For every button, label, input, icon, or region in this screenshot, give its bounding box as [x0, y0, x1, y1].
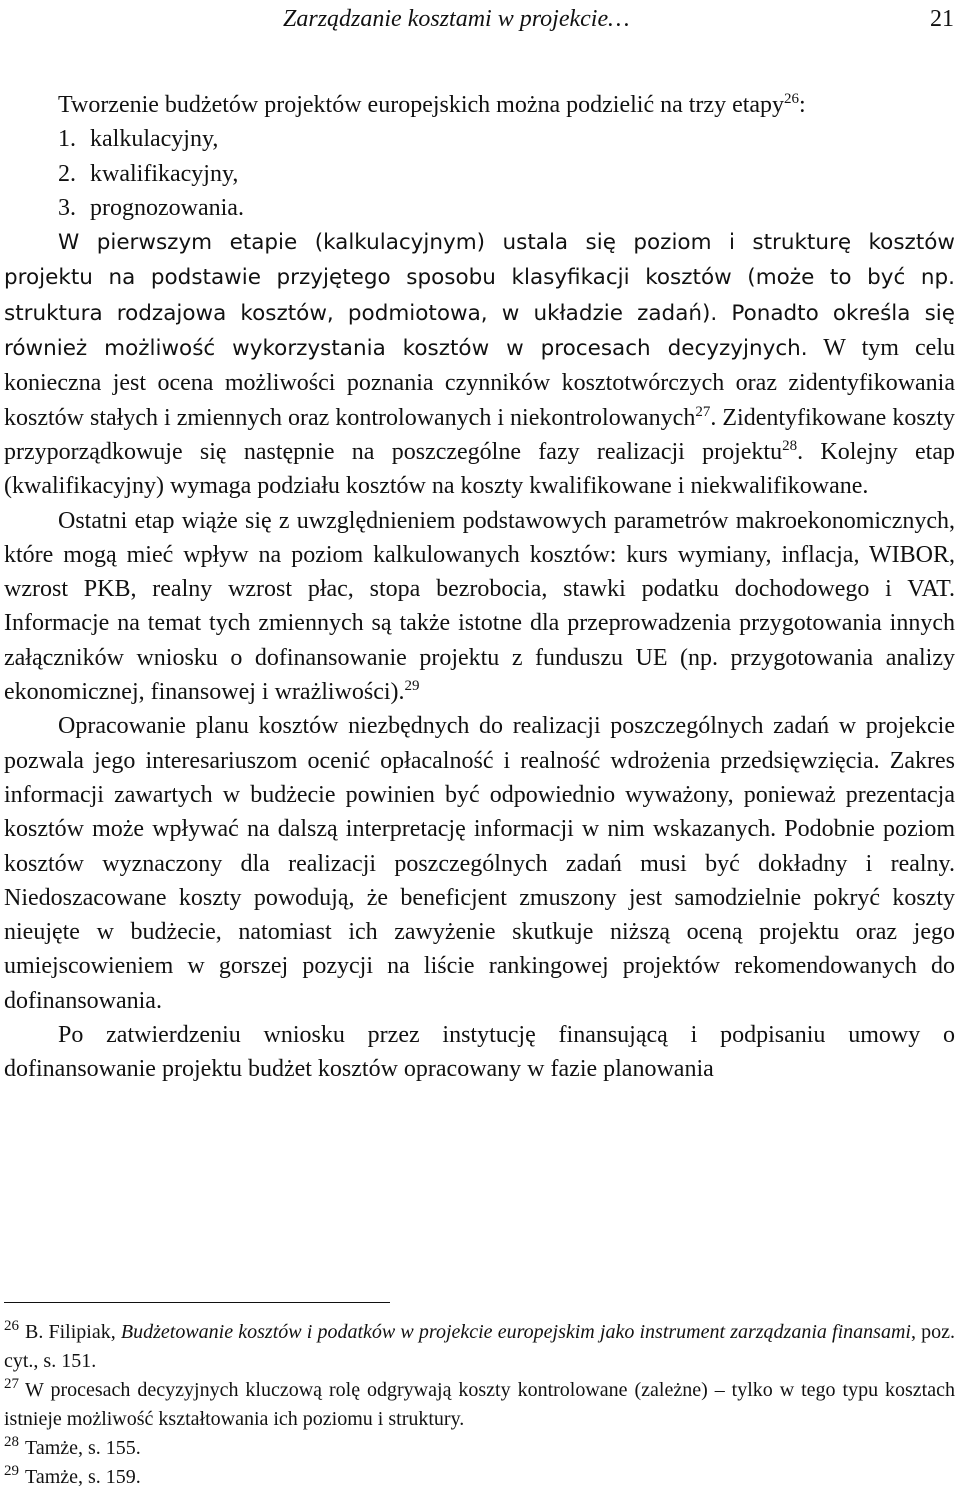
- footnote-28: $^{28}$ Tamże, s. 155.: [4, 1434, 141, 1459]
- footnote-ref-28: 28: [782, 437, 798, 454]
- paragraph-1: W pierwszym etapie (kalkulacyjnym) ustala się poziom i strukturę kosztów projektu na podstawie przyjętego sposobu klasyfikacji kosztów (może to być np. struktura rodzajowa kosztów, podmiotowa, w układzie zadań). Ponadto określa się również możliwość wykorzystania kosztów w procesach decyzyjnych. W tym celu konieczna jest ocena możliwości poznania czynników kosztotwórczych oraz zidentyfikowania kosztów stałych i zmiennych oraz kontrolowanych i niekontrolowanych$^{27}$. Zidentyfikowane koszty przyporządkowuje się następnie na poszczególne fazy realizacji projektu$^{28}$. Kolejny etap (kwalifikacyjny) wymaga podziału kosztów na koszty kwalifikowane i niekwalifikowane.: [4, 230, 956, 500]
- footnote-ref-26: 26: [784, 91, 800, 107]
- body-text: [4, 88, 955, 1087]
- footnote-divider: [4, 1302, 390, 1303]
- cited-title: Budżetowanie kosztów i podatków w projekcie europejskim jako instrument zarządzania finansami: [120, 1321, 911, 1343]
- list-item: 2. kwalifikacyjny,: [58, 160, 239, 187]
- footnote-ref-27: 27: [695, 403, 711, 420]
- intro-paragraph: Tworzenie budżetów projektów europejskich można podzielić na trzy etapy$^{26}$:: [58, 91, 806, 118]
- footnote-ref-29: 29: [404, 678, 420, 695]
- list-item: 1. kalkulacyjny,: [58, 126, 219, 153]
- footnote-27: $^{27}$ W procesach decyzyjnych kluczową rolę odgrywają koszty kontrolowane (zależne) – tylko w tego typu kosztach istnieje możliwość kształtowania ich poziomu i struktury.: [4, 1376, 955, 1430]
- list-item: 3. prognozowania.: [58, 194, 244, 221]
- running-title: Zarządzanie kosztami w projekcie…: [283, 6, 630, 32]
- paragraph-4: Po zatwierdzeniu wniosku przez instytucję finansującą i podpisaniu umowy o dofinansowanie projektu budżet kosztów opracowany w fazie planowania: [4, 1022, 955, 1083]
- paragraph-2: Ostatni etap wiąże się z uwzględnieniem podstawowych parametrów makroekonomicznych, które mogą mieć wpływ na poziom kalkulowanych kosztów: kurs wymiany, inflacja, WIBOR, wzrost PKB, realny wzrost płac, stopa bezrobocia, stawki podatku dochodowego i VAT. Informacje na temat tych zmiennych są także istotne dla przeprowadzenia przygotowania innych załączników wniosku o dofinansowanie projektu z funduszu UE (np. przygotowania analizy ekonomicznej, finansowej i wrażliwości).$^{29}$: [4, 507, 955, 706]
- footnote-26: $^{26}$ B. Filipiak, Budżetowanie kosztów i podatków w projekcie europejskim jako instrument zarządzania finansami, poz. cyt., s. 151.: [4, 1318, 955, 1372]
- running-header: [0, 2, 960, 36]
- page-number: 21: [930, 6, 954, 32]
- footnote-29: $^{29}$ Tamże, s. 159.: [4, 1463, 141, 1488]
- paragraph-3: Opracowanie planu kosztów niezbędnych do realizacji poszczególnych zadań w projekcie pozwala jego interesariuszom ocenić opłacalność i realność wdrożenia przedsięwzięcia. Zakres informacji zawartych w budżecie powinien być odpowiednio wyważony, ponieważ prezentacja kosztów może wpływać na dalszą interpretację informacji w nim wskazanych. Podobnie poziom kosztów wyznaczony dla realizacji poszczególnych zadań musi być dokładny i realny. Niedoszacowane koszty powodują, że beneficjent zmuszony jest samodzielnie pokryć koszty nieujęte w budżecie, natomiast ich zawyżenie skutkuje niższą oceną projektu oraz jego umiejscowieniem w gorszej pozycji na liście rankingowej projektów rekomendowanych do dofinansowania.: [4, 713, 955, 1014]
- footnotes: [4, 1318, 955, 1492]
- stages-list: [4, 122, 955, 225]
